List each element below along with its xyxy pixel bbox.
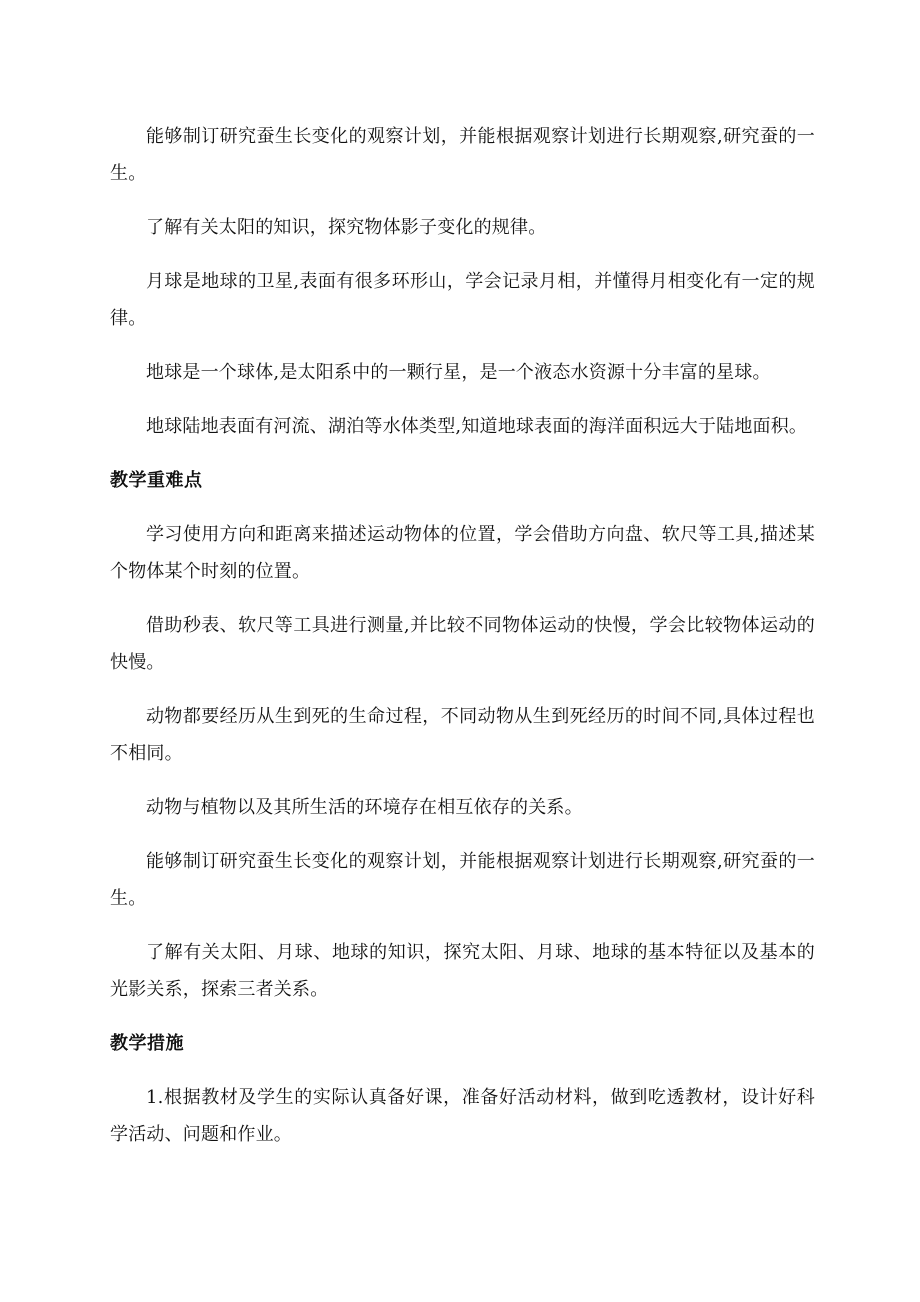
paragraph: 学习使用方向和距离来描述运动物体的位置，学会借助方向盘、软尺等工具,描述某个物体某个时刻的位置。 xyxy=(110,524,815,582)
section-heading-measures: 教学措施 xyxy=(110,1033,184,1054)
paragraph: 能够制订研究蚕生长变化的观察计划，并能根据观察计划进行长期观察,研究蚕的一生。 xyxy=(110,126,815,184)
paragraph: 月球是地球的卫星,表面有很多环形山，学会记录月相，并懂得月相变化有一定的规律。 xyxy=(110,271,815,329)
paragraph: 了解有关太阳、月球、地球的知识，探究太阳、月球、地球的基本特征以及基本的光影关系，探索三者关系。 xyxy=(110,942,815,1000)
paragraph: 动物都要经历从生到死的生命过程，不同动物从生到死经历的时间不同,具体过程也不相同。 xyxy=(110,706,815,764)
paragraph: 地球是一个球体,是太阳系中的一颗行星，是一个液态水资源十分丰富的星球。 xyxy=(146,362,771,383)
paragraph: 借助秒表、软尺等工具进行测量,并比较不同物体运动的快慢，学会比较物体运动的快慢。 xyxy=(110,615,815,673)
document-body xyxy=(110,118,815,1170)
paragraph: 了解有关太阳的知识，探究物体影子变化的规律。 xyxy=(146,217,547,238)
paragraph: 1.根据教材及学生的实际认真备好课，准备好活动材料，做到吃透教材，设计好科学活动、问题和作业。 xyxy=(110,1087,815,1145)
paragraph: 能够制订研究蚕生长变化的观察计划，并能根据观察计划进行长期观察,研究蚕的一生。 xyxy=(110,851,815,909)
paragraph: 地球陆地表面有河流、湖泊等水体类型,知道地球表面的海洋面积远大于陆地面积。 xyxy=(146,416,808,437)
section-heading-key-points: 教学重难点 xyxy=(110,470,203,491)
paragraph: 动物与植物以及其所生活的环境存在相互依存的关系。 xyxy=(146,797,583,818)
